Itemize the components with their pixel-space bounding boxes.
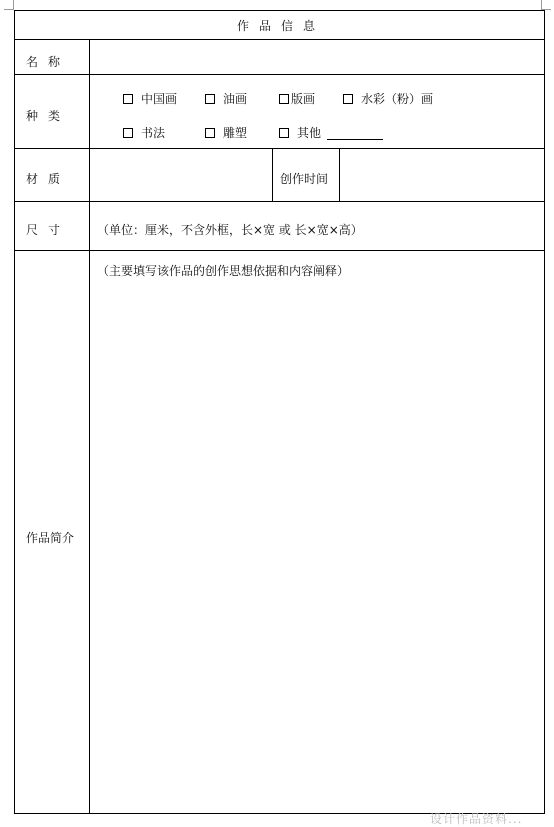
checkbox-icon [343, 94, 353, 104]
checkbox-other[interactable]: 其他 [279, 126, 383, 140]
checkbox-icon [279, 94, 289, 104]
checkbox-print[interactable]: 版画 [279, 92, 315, 106]
checkbox-icon [205, 128, 215, 138]
row-divider [15, 74, 544, 75]
row-divider [15, 250, 544, 251]
name-field[interactable] [91, 40, 544, 73]
form-title: 作品信息 [237, 19, 326, 33]
intro-field[interactable] [91, 281, 544, 813]
category-label: 种类 [26, 109, 71, 123]
material-field[interactable] [91, 149, 271, 200]
other-input-line[interactable] [327, 127, 383, 140]
row-divider [15, 201, 544, 202]
cell-divider [339, 148, 340, 201]
name-label: 名称 [26, 55, 71, 69]
material-label: 材质 [26, 172, 71, 186]
checkbox-oil-painting[interactable]: 油画 [205, 92, 247, 106]
checkbox-icon [123, 128, 133, 138]
crop-mark-top-right [541, 0, 551, 10]
creation-time-label: 创作时间 [280, 172, 329, 186]
checkbox-calligraphy[interactable]: 书法 [123, 126, 165, 140]
checkbox-icon [279, 128, 289, 138]
creation-time-field[interactable] [341, 149, 544, 200]
intro-hint: （主要填写该作品的创作思想依据和内容阐释） [97, 264, 350, 278]
checkbox-icon [123, 94, 133, 104]
size-hint: （单位：厘米，不含外框，长×宽 或 长×宽×高） [97, 223, 363, 237]
cell-divider [272, 148, 273, 201]
watermark: 设计作品资料... [430, 812, 523, 826]
label-column-divider [89, 39, 90, 814]
checkbox-chinese-painting[interactable]: 中国画 [123, 92, 177, 106]
checkbox-sculpture[interactable]: 雕塑 [205, 126, 247, 140]
checkbox-icon [205, 94, 215, 104]
checkbox-watercolor[interactable]: 水彩（粉）画 [343, 92, 433, 106]
size-label: 尺寸 [26, 223, 71, 237]
artwork-info-form [14, 10, 545, 814]
crop-mark-top-left [4, 0, 14, 10]
intro-label: 作品简介 [26, 531, 75, 545]
